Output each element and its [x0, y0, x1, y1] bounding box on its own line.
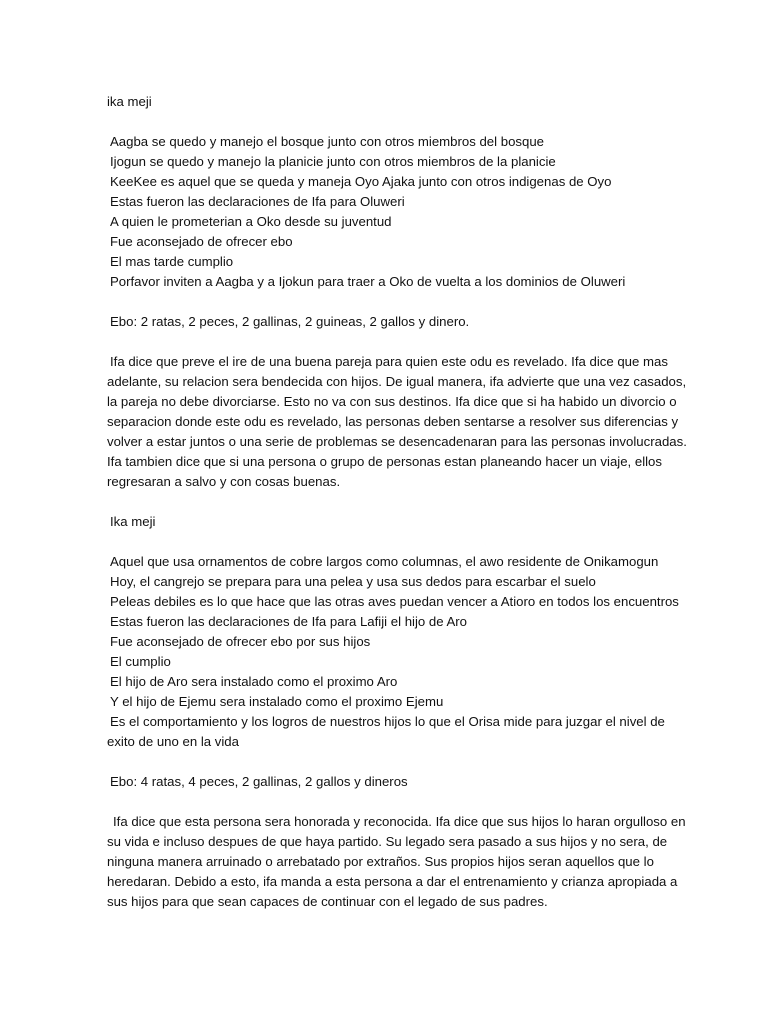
- section-title: ika meji: [107, 94, 152, 109]
- verse-line: Hoy, el cangrejo se prepara para una pelea y usa sus dedos para escarbar el suelo: [110, 574, 596, 589]
- paragraph-line: ninguna manera arruinado o arrebatado por extraños. Sus propios hijos seran aquellos que lo: [107, 854, 654, 869]
- interpretation-paragraph: [107, 812, 686, 912]
- paragraph-line: sus hijos para que sean capaces de continuar con el legado de sus padres.: [107, 894, 548, 909]
- verse-line: Aagba se quedo y manejo el bosque junto con otros miembros del bosque: [110, 134, 545, 149]
- verse-line: El cumplio: [110, 654, 171, 669]
- verse-line: Estas fueron las declaraciones de Ifa para Oluweri: [110, 194, 405, 209]
- paragraph-line: regresaran a salvo y con cosas buenas.: [107, 474, 341, 489]
- verse-line: exito de uno en la vida: [107, 734, 239, 749]
- verse-line: Estas fueron las declaraciones de Ifa para Lafiji el hijo de Aro: [110, 614, 468, 629]
- verse-line: El hijo de Aro sera instalado como el proximo Aro: [110, 674, 398, 689]
- verse-line: Es el comportamiento y los logros de nuestros hijos lo que el Orisa mide para juzgar el nivel de: [110, 714, 665, 729]
- verse-line: El mas tarde cumplio: [110, 254, 234, 269]
- interpretation-paragraph: [107, 352, 687, 492]
- ebo-line: Ebo: 2 ratas, 2 peces, 2 gallinas, 2 guineas, 2 gallos y dinero.: [110, 314, 470, 329]
- paragraph-line: la pareja no debe divorciarse. Esto no va con sus destinos. Ifa dice que si ha habido un divorcio o: [107, 394, 677, 409]
- paragraph-line: volver a estar juntos o una serie de problemas se desencadenaran para las personas involucradas.: [107, 434, 687, 449]
- verse-block: [107, 552, 679, 752]
- paragraph-line: separacion donde este odu es revelado, las personas deben sentarse a resolver sus diferencias y: [107, 414, 679, 429]
- ebo-line: Ebo: 4 ratas, 4 peces, 2 gallinas, 2 gallos y dineros: [110, 774, 408, 789]
- paragraph-line: adelante, su relacion sera bendecida con hijos. De igual manera, ifa advierte que una vez casados,: [107, 374, 687, 389]
- spacer: [107, 292, 667, 312]
- verse-line: Porfavor inviten a Aagba y a Ijokun para traer a Oko de vuelta a los dominios de Oluweri: [110, 274, 626, 289]
- section-title: Ika meji: [110, 514, 156, 529]
- verse-line: KeeKee es aquel que se queda y maneja Oyo Ajaka junto con otros indigenas de Oyo: [110, 174, 612, 189]
- verse-line: Aquel que usa ornamentos de cobre largos como columnas, el awo residente de Onikamogun: [110, 554, 659, 569]
- document-body: [107, 92, 687, 912]
- spacer: [107, 492, 667, 512]
- spacer: [107, 532, 667, 552]
- verse-line: Y el hijo de Ejemu sera instalado como el proximo Ejemu: [110, 694, 444, 709]
- verse-line: Ijogun se quedo y manejo la planicie junto con otros miembros de la planicie: [110, 154, 556, 169]
- spacer: [107, 792, 667, 812]
- paragraph-line: su vida e incluso despues de que haya partido. Su legado sera pasado a sus hijos y no sera, de: [107, 834, 668, 849]
- spacer: [107, 112, 667, 132]
- spacer: [107, 332, 667, 352]
- paragraph-line: Ifa tambien dice que si una persona o grupo de personas estan planeando hacer un viaje, ellos: [107, 454, 662, 469]
- paragraph-line: Ifa dice que preve el ire de una buena pareja para quien este odu es revelado. Ifa dice que mas: [110, 354, 668, 369]
- verse-block: [107, 132, 667, 292]
- paragraph-line: Ifa dice que esta persona sera honorada y reconocida. Ifa dice que sus hijos lo haran orgulloso en: [113, 814, 686, 829]
- paragraph-line: heredaran. Debido a esto, ifa manda a esta persona a dar el entrenamiento y crianza apropiada a: [107, 874, 678, 889]
- spacer: [107, 752, 667, 772]
- verse-line: Fue aconsejado de ofrecer ebo: [110, 234, 293, 249]
- verse-line: Fue aconsejado de ofrecer ebo por sus hijos: [110, 634, 371, 649]
- verse-line: A quien le prometerian a Oko desde su juventud: [110, 214, 392, 229]
- verse-line: Peleas debiles es lo que hace que las otras aves puedan vencer a Atioro en todos los encuentros: [110, 594, 679, 609]
